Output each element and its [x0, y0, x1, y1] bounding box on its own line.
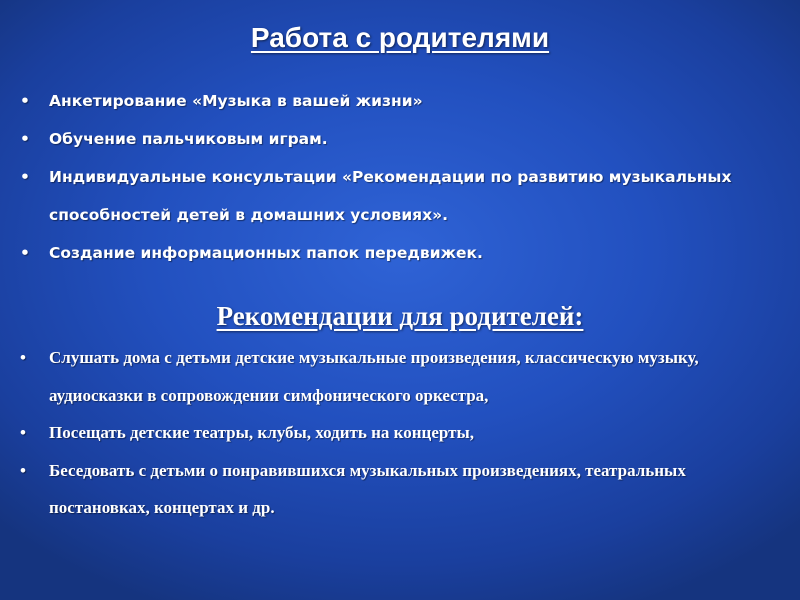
- recommendations-heading: Рекомендации для родителей:: [216, 301, 584, 331]
- list-item-text: Создание информационных папок передвижек.: [49, 244, 483, 262]
- work-list: [20, 82, 790, 272]
- bullet-icon: •: [20, 92, 30, 110]
- slide-title: Работа с родителями: [250, 22, 550, 53]
- list-item: [20, 414, 790, 452]
- list-item-text: Обучение пальчиковым играм.: [49, 130, 328, 148]
- list-item: [20, 120, 790, 158]
- list-item: [20, 234, 790, 272]
- bullet-icon: •: [20, 130, 30, 148]
- list-item-text: Анкетирование «Музыка в вашей жизни»: [49, 92, 423, 110]
- bullet-icon: •: [20, 423, 26, 442]
- list-item-text: Слушать дома с детьми детские музыкальные произведения, классическую музыку, аудиосказки в сопровождении симфонического оркестра,: [49, 348, 699, 405]
- list-item-text: Индивидуальные консультации «Рекомендации по развитию музыкальных способностей детей в домашних условиях».: [49, 168, 732, 224]
- bullet-icon: •: [20, 168, 30, 186]
- bullet-icon: •: [20, 460, 26, 480]
- list-item: [20, 452, 790, 527]
- list-item: [20, 82, 790, 120]
- bullet-icon: •: [20, 348, 26, 367]
- bullet-icon: •: [20, 244, 30, 262]
- list-item-text: Посещать детские театры, клубы, ходить на концерты,: [49, 423, 474, 442]
- list-item-text: Беседовать с детьми о понравившихся музыкальных произведениях, театральных постановках, концертах и др.: [49, 460, 686, 517]
- list-item: [20, 339, 790, 414]
- recommendations-list: [20, 339, 790, 527]
- list-item: [20, 158, 790, 234]
